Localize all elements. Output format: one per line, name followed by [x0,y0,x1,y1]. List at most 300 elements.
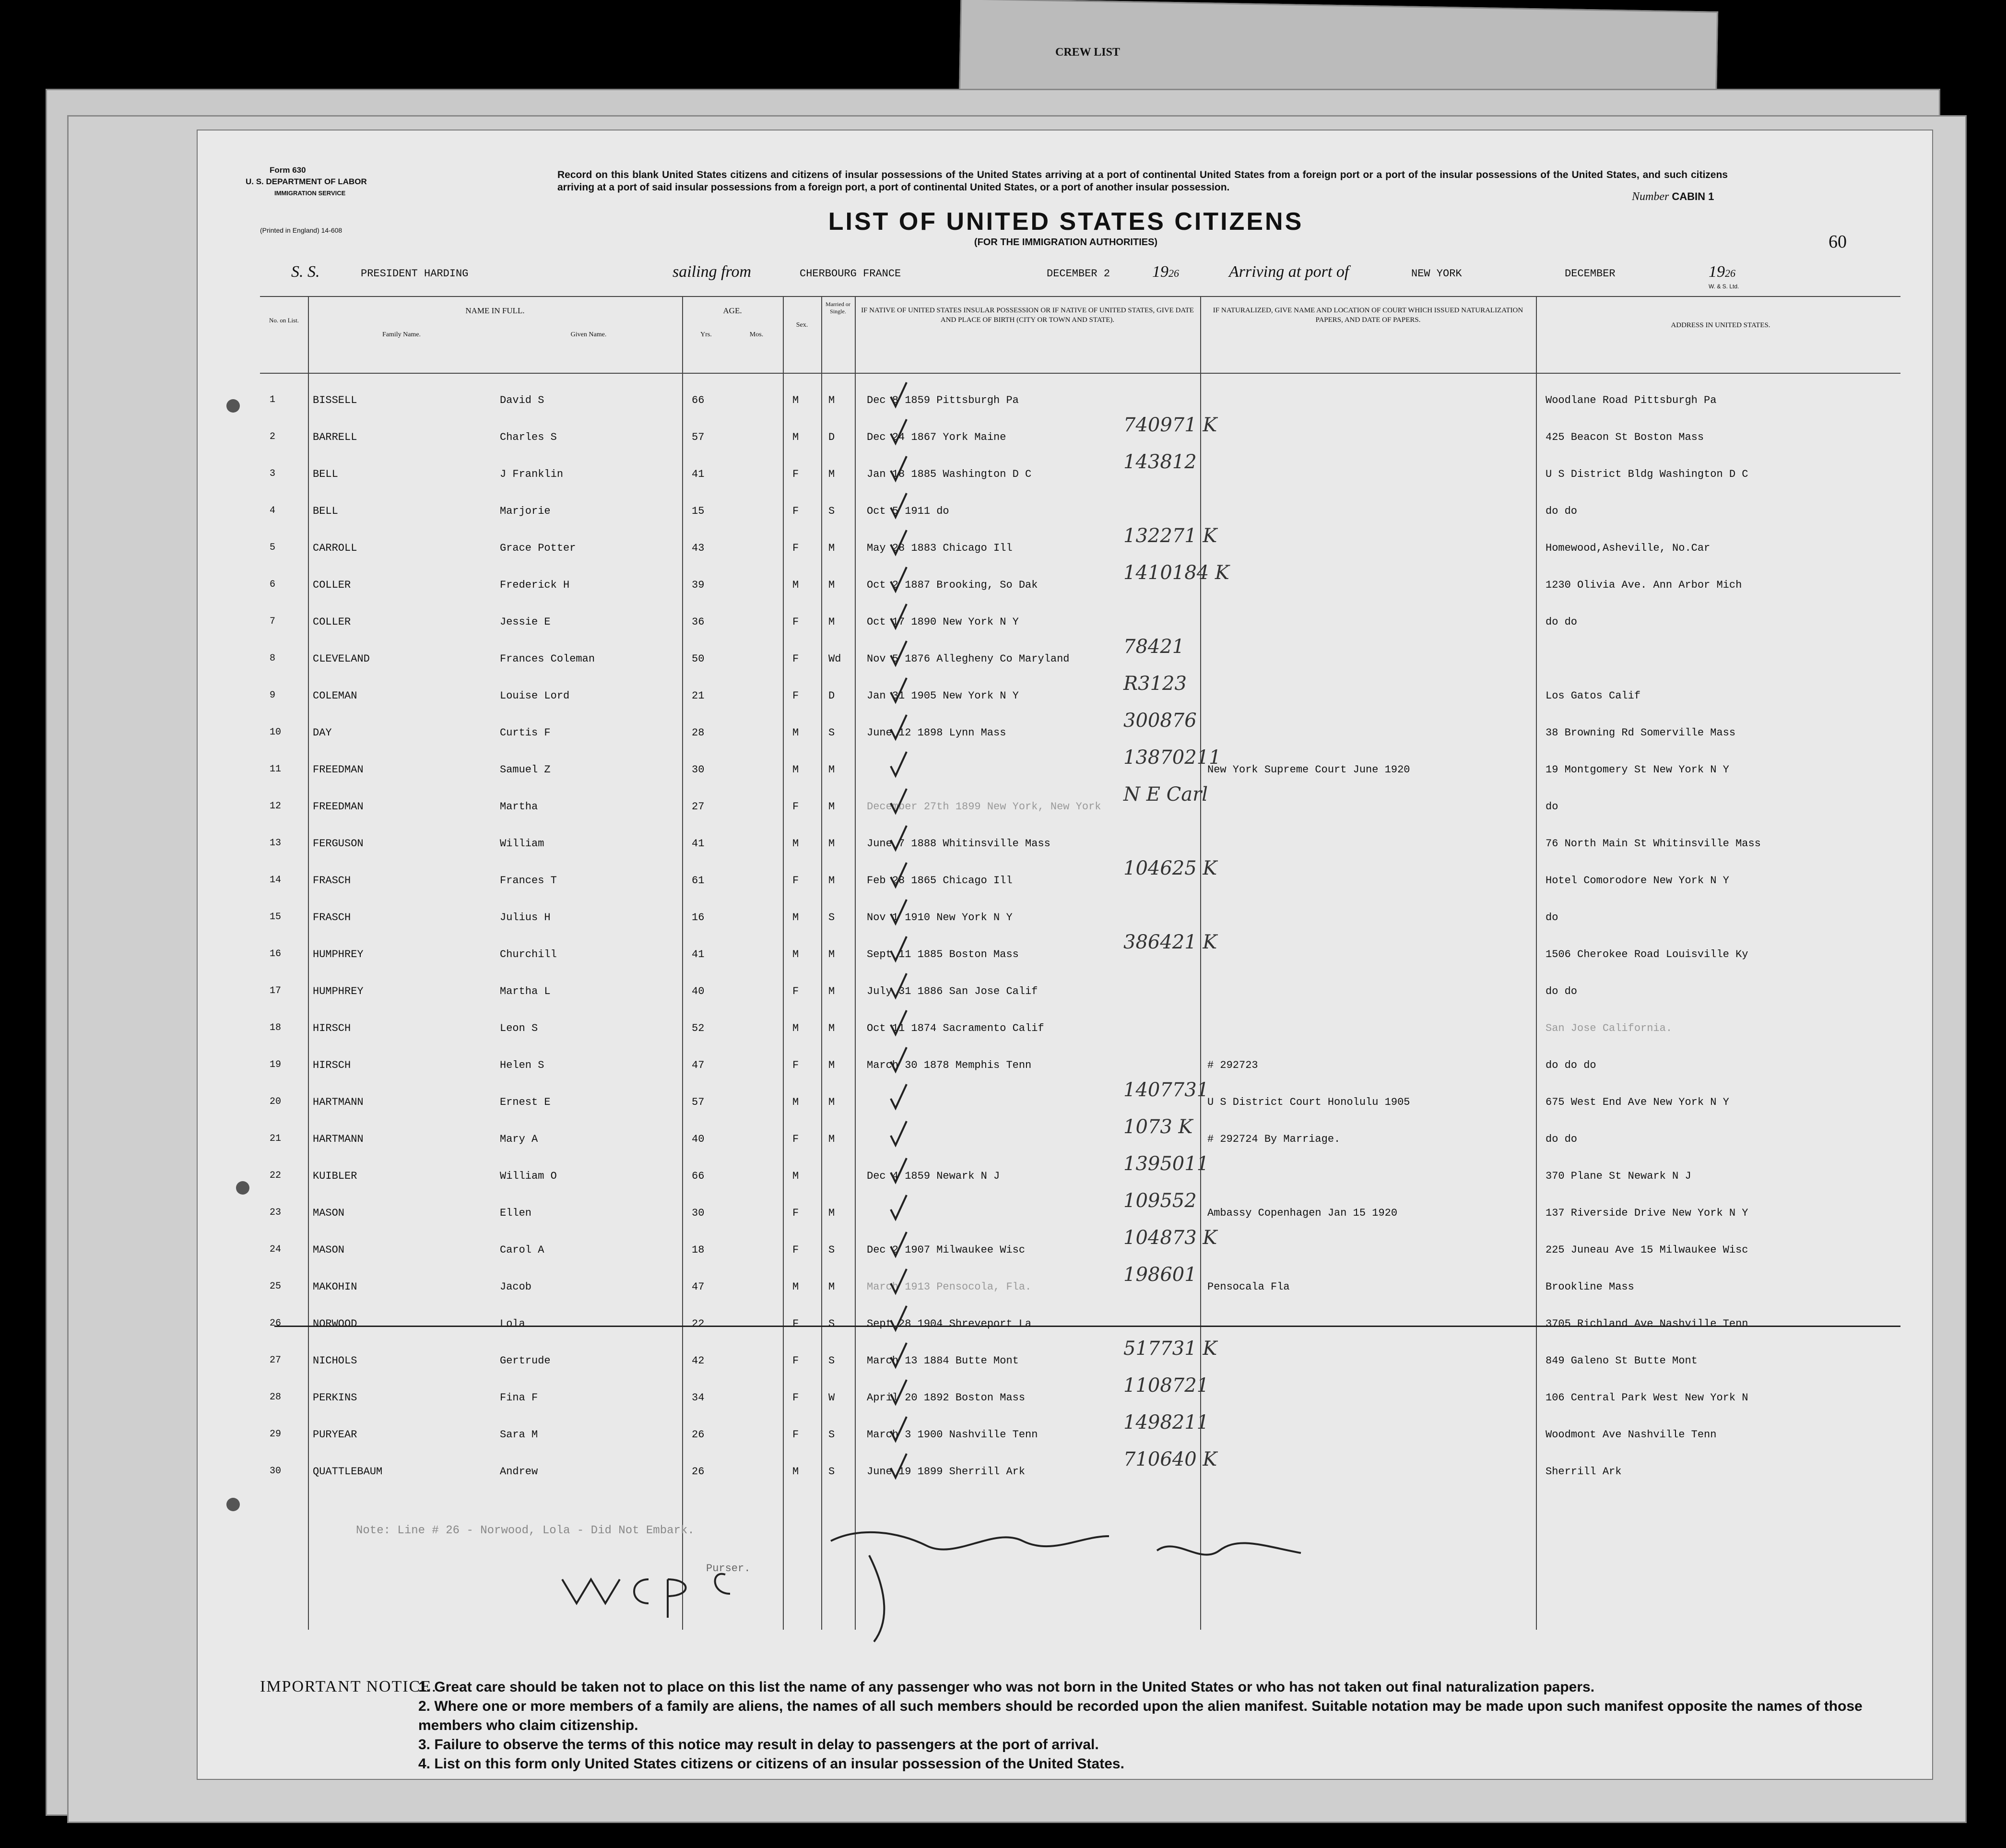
sail-date: DECEMBER 2 [1047,268,1110,280]
cell-nat: Ambassy Copenhagen Jan 15 1920 [1207,1207,1398,1219]
checkmark-icon [888,1082,908,1111]
table-row [260,491,1900,528]
col-sex: Sex. [796,321,808,329]
cell-age: 40 [692,985,705,997]
cell-addr: 370 Plane St Newark N J [1546,1170,1691,1182]
checkmark-icon [888,380,908,409]
list-number: Number CABIN 1 [1632,190,1714,203]
cell-addr: do [1546,912,1558,924]
table-row [260,1340,1900,1378]
ss-label: S. S. [291,263,320,281]
cell-family: MAKOHIN [313,1281,357,1293]
cell-addr: Brookline Mass [1546,1281,1634,1293]
cell-age: 18 [692,1244,705,1256]
table-row [260,1448,1900,1489]
passenger-table [260,296,1900,1649]
cell-ms: M [828,1133,835,1145]
cell-nat: U S District Court Honolulu 1905 [1207,1096,1410,1108]
cell-addr: do [1546,801,1558,813]
cell-family: HIRSCH [313,1059,351,1071]
cell-no: 24 [270,1244,282,1255]
table-row [260,931,1900,971]
cell-age: 66 [692,394,705,406]
cell-addr: 1506 Cherokee Road Louisville Ky [1546,948,1748,960]
cell-sex: F [792,985,799,997]
cell-addr: 225 Juneau Ave 15 Milwaukee Wisc [1546,1244,1748,1256]
notice-item: 1. Great care should be taken not to place on this list the name of any passenger who was not born in the United States or who has not taken out final naturalization papers. [418,1679,1595,1695]
cell-sex: M [792,838,799,850]
cell-addr: U S District Bldg Washington D C [1546,468,1748,480]
department: U. S. DEPARTMENT OF LABOR [246,177,367,186]
cell-ms: M [828,838,835,850]
printer-mark: W. & S. Ltd. [1709,283,1739,290]
checkmark-icon [888,860,908,889]
to-port: NEW YORK [1411,268,1462,280]
handwritten-number: 104873 K [1123,1227,1217,1249]
cell-sex: M [792,1281,799,1293]
cell-no: 29 [270,1429,282,1440]
table-row [260,1045,1900,1082]
table-row [260,1411,1900,1452]
cell-age: 30 [692,764,705,776]
cell-birth: Nov 1 1910 New York N Y [867,912,1013,924]
cell-ms: S [828,505,835,517]
printed-note: (Printed in England) 14-608 [260,226,342,234]
handwritten-number: 109552 [1123,1190,1197,1212]
cell-age: 41 [692,468,705,480]
cell-addr: 425 Beacon St Boston Mass [1546,431,1704,443]
cell-family: BISSELL [313,394,357,406]
manifest-page [197,130,1933,1780]
table-row [260,675,1900,713]
cell-no: 18 [270,1022,282,1033]
cell-birth: Oct 17 1890 New York N Y [867,616,1019,628]
table-row [260,562,1900,602]
cell-no: 25 [270,1281,282,1292]
handwritten-number: 198601 [1123,1264,1197,1286]
notice-item: 4. List on this form only United States citizens or citizens of an insular possession of the United States. [418,1756,1124,1772]
cell-sex: F [792,505,799,517]
cell-ms: D [828,431,835,443]
checkmark-icon [888,1119,908,1148]
cell-sex: F [792,542,799,554]
punch-hole [236,1181,249,1195]
cell-birth: Oct 2 1887 Brooking, So Dak [867,579,1038,591]
checkmark-icon [888,1045,908,1074]
cell-sex: M [792,1022,799,1034]
page-number: 60 [1829,232,1847,252]
checkmark-icon [888,639,908,667]
cell-sex: F [792,616,799,628]
cell-age: 16 [692,912,705,924]
cell-given: Sara M [500,1429,538,1441]
cell-sex: M [792,1466,799,1478]
cell-age: 28 [692,727,705,739]
cell-birth: Oct 11 1874 Sacramento Calif [867,1022,1044,1034]
cell-given: Churchill [500,948,557,960]
cell-age: 26 [692,1429,705,1441]
cell-ms: Wd [828,653,841,665]
cell-given: Carol A [500,1244,544,1256]
cell-age: 21 [692,690,705,702]
cell-sex: M [792,1170,799,1182]
record-instructions: Record on this blank United States citizens and citizens of insular possessions of the United States arriving at a port of continental United States from a foreign port or a port of the insular possessions of the United States, and such citizens arriving at a port of said insular possessions from a foreign port, a port of continental United States, or a port of another insular possession. [557,169,1728,193]
checkmark-icon [888,971,908,1000]
checkmark-icon [888,1008,908,1037]
handwritten-number: 132271 K [1123,525,1217,547]
cell-given: Frances T [500,875,557,887]
handwritten-number: 1498211 [1123,1411,1209,1433]
checkmark-icon [888,528,908,557]
cell-no: 4 [270,505,276,516]
cell-age: 26 [692,1466,705,1478]
punch-hole [226,399,240,413]
cell-ms: M [828,579,835,591]
cell-sex: F [792,1133,799,1145]
cell-given: Grace Potter [500,542,576,554]
cell-sex: F [792,1429,799,1441]
cell-sex: M [792,764,799,776]
cell-birth: Jan 31 1905 New York N Y [867,690,1019,702]
cell-birth: April 20 1892 Boston Mass [867,1392,1026,1404]
checkmark-icon [888,1377,908,1406]
table-row [260,1116,1900,1156]
col-married: Married or Single. [826,301,850,315]
cell-given: Andrew [500,1466,538,1478]
cell-ms: M [828,801,835,813]
cell-birth: Nov 5 1876 Allegheny Co Maryland [867,653,1070,665]
notice-item: 3. Failure to observe the terms of this notice may result in delay to passengers at the port of arrival. [418,1737,1099,1753]
col-given: Given Name. [570,331,607,338]
embark-note: Note: Line # 26 - Norwood, Lola - Did Not Embark. [356,1524,695,1537]
cell-addr: 675 West End Ave New York N Y [1546,1096,1729,1108]
table-row [260,380,1900,417]
cell-age: 47 [692,1059,705,1071]
cell-addr: do do [1546,616,1578,628]
handwritten-number: 1410184 K [1123,562,1229,584]
cell-family: HUMPHREY [313,985,364,997]
cell-family: FREEDMAN [313,764,364,776]
cell-ms: S [828,1466,835,1478]
cell-given: Samuel Z [500,764,551,776]
handwritten-number: 517731 K [1123,1338,1217,1360]
sailing-label: sailing from [673,263,752,281]
cell-ms: M [828,1281,835,1293]
cell-sex: F [792,875,799,887]
cell-addr: Hotel Comorodore New York N Y [1546,875,1729,887]
purser-label: Purser. [706,1563,751,1575]
handwritten-number: N E Carl [1123,783,1208,806]
cell-sex: F [792,1207,799,1219]
cell-family: FRASCH [313,875,351,887]
cell-no: 5 [270,542,276,553]
cell-ms: S [828,1244,835,1256]
cell-ms: M [828,1059,835,1071]
cell-addr: Woodmont Ave Nashville Tenn [1546,1429,1717,1441]
cell-family: NORWOOD [313,1318,357,1330]
cell-family: PERKINS [313,1392,357,1404]
cell-no: 14 [270,875,282,886]
checkmark-icon [888,1156,908,1185]
cell-birth: Dec 2 1907 Milwaukee Wisc [867,1244,1026,1256]
handwritten-number: 1407731 [1123,1079,1209,1101]
checkmark-icon [888,1193,908,1221]
cell-addr: 849 Galeno St Butte Mont [1546,1355,1698,1367]
handwritten-number: 78421 [1123,636,1185,658]
handwritten-number: 710640 K [1123,1448,1217,1470]
cell-addr: do do do [1546,1059,1596,1071]
cell-age: 30 [692,1207,705,1219]
cell-age: 39 [692,579,705,591]
cell-family: FERGUSON [313,838,364,850]
table-row [260,1303,1900,1341]
cell-age: 41 [692,838,705,850]
checkmark-icon [888,897,908,926]
cell-age: 43 [692,542,705,554]
col-family: Family Name. [382,331,421,338]
cell-given: Martha L [500,985,551,997]
cell-birth: March 13 1884 Butte Mont [867,1355,1019,1367]
page-title: LIST OF UNITED STATES CITIZENS [828,208,1304,236]
table-row [260,525,1900,565]
handwritten-number: 300876 [1123,710,1197,732]
cell-family: FREEDMAN [313,801,364,813]
cell-addr: San Jose California. [1546,1022,1673,1034]
cell-family: BARRELL [313,431,357,443]
cell-no: 13 [270,838,282,849]
cell-no: 21 [270,1133,282,1144]
cell-ms: M [828,985,835,997]
clerk-initials [553,1551,773,1647]
cell-nat: # 292723 [1207,1059,1258,1071]
cell-addr: Woodlane Road Pittsburgh Pa [1546,394,1717,406]
cell-addr: 137 Riverside Drive New York N Y [1546,1207,1748,1219]
cell-given: J Franklin [500,468,564,480]
cell-given: Martha [500,801,538,813]
from-port: CHERBOURG FRANCE [800,268,901,280]
table-row [260,636,1900,676]
cell-age: 42 [692,1355,705,1367]
sail-year: 1926 [1152,263,1179,281]
cell-family: HARTMANN [313,1133,364,1145]
table-row [260,1079,1900,1119]
cell-sex: F [792,801,799,813]
cell-ms: S [828,1355,835,1367]
cell-addr: 76 North Main St Whitinsville Mass [1546,838,1761,850]
cell-family: MASON [313,1244,345,1256]
col-naturalized: IF NATURALIZED, GIVE NAME AND LOCATION OF COURT WHICH ISSUED NATURALIZATION PAPERS, AND DATE OF PAPERS. [1213,307,1523,324]
cell-sex: M [792,727,799,739]
cell-sex: M [792,431,799,443]
cell-no: 10 [270,727,282,738]
cell-birth: Jan 18 1885 Washington D C [867,468,1032,480]
cell-age: 61 [692,875,705,887]
cell-sex: F [792,1355,799,1367]
cell-no: 11 [270,764,282,775]
cell-addr: Los Gatos Calif [1546,690,1641,702]
cell-family: HIRSCH [313,1022,351,1034]
cell-sex: F [792,1318,799,1330]
cell-given: Frances Coleman [500,653,595,665]
checkmark-icon [888,417,908,446]
cell-addr: 106 Central Park West New York N [1546,1392,1748,1404]
checkmark-icon [888,934,908,963]
cell-ms: S [828,727,835,739]
cell-no: 9 [270,690,276,701]
handwritten-number: 1108721 [1123,1374,1209,1397]
cell-given: Marjorie [500,505,551,517]
cell-age: 40 [692,1133,705,1145]
col-name: NAME IN FULL. [465,306,525,315]
cell-birth: Dec 8 1859 Pittsburgh Pa [867,394,1019,406]
cell-given: Fina F [500,1392,538,1404]
table-row [260,897,1900,935]
cell-ms: S [828,1318,835,1330]
checkmark-icon [888,1340,908,1369]
cell-sex: F [792,1244,799,1256]
cell-age: 57 [692,431,705,443]
cell-birth: June 12 1898 Lynn Mass [867,727,1006,739]
cell-given: Leon S [500,1022,538,1034]
cell-age: 41 [692,948,705,960]
table-row [260,1264,1900,1304]
handwritten-number: 1073 K [1123,1116,1193,1138]
crew-list-stamp: CREW LIST [1055,46,1120,59]
cell-given: Ernest E [500,1096,551,1108]
cell-no: 8 [270,653,276,664]
table-row [260,1227,1900,1267]
cell-no: 6 [270,579,276,590]
table-row [260,857,1900,898]
strike-line [274,1326,1900,1327]
checkmark-icon [888,602,908,630]
cell-nat: # 292724 By Marriage. [1207,1133,1341,1145]
cell-family: HARTMANN [313,1096,364,1108]
cell-no: 19 [270,1059,282,1070]
signature [821,1507,1541,1651]
cell-given: Ellen [500,1207,532,1219]
cell-ms: M [828,616,835,628]
cell-ms: M [828,764,835,776]
cell-ms: M [828,542,835,554]
cell-given: David S [500,394,544,406]
cell-given: Lola [500,1318,525,1330]
cell-no: 16 [270,948,282,960]
cell-age: 27 [692,801,705,813]
cell-given: Frederick H [500,579,570,591]
cell-sex: M [792,394,799,406]
checkmark-icon [888,1451,908,1480]
cell-no: 26 [270,1318,282,1329]
cell-addr: Sherrill Ark [1546,1466,1622,1478]
cell-addr: 19 Montgomery St New York N Y [1546,764,1729,776]
table-row [260,1374,1900,1415]
cell-family: BELL [313,468,338,480]
handwritten-number: 143812 [1123,451,1197,473]
cell-birth: Sept 11 1885 Boston Mass [867,948,1019,960]
cell-age: 47 [692,1281,705,1293]
cell-addr: 1230 Olivia Ave. Ann Arbor Mich [1546,579,1742,591]
col-birth: IF NATIVE OF UNITED STATES INSULAR POSSESSION OR IF NATIVE OF UNITED STATES, GIVE DATE AND PLACE OF BIRTH (CITY OR TOWN AND STATE). [861,307,1194,324]
checkmark-icon [888,1230,908,1258]
cell-sex: M [792,579,799,591]
handwritten-number: R3123 [1123,673,1187,695]
cell-birth: June 7 1888 Whitinsville Mass [867,838,1050,850]
cell-birth: March 3 1900 Nashville Tenn [867,1429,1038,1441]
table-row [260,783,1900,824]
table-row [260,971,1900,1008]
cell-sex: F [792,690,799,702]
arrive-year: 1926 [1709,263,1735,281]
checkmark-icon [888,454,908,483]
cell-family: FRASCH [313,912,351,924]
cell-family: PURYEAR [313,1429,357,1441]
col-age: AGE. [723,306,742,315]
cell-birth: December 27th 1899 New York, New York [867,801,1101,813]
cell-age: 22 [692,1318,705,1330]
handwritten-number: 104625 K [1123,857,1217,879]
cell-no: 12 [270,801,282,812]
cell-ms: M [828,468,835,480]
cell-age: 36 [692,616,705,628]
cell-no: 23 [270,1207,282,1218]
cell-nat: New York Supreme Court June 1920 [1207,764,1410,776]
cell-addr: do do [1546,1133,1578,1145]
checkmark-icon [888,823,908,852]
cell-birth: May 28 1883 Chicago Ill [867,542,1013,554]
cell-no: 30 [270,1466,282,1477]
cell-sex: F [792,1392,799,1404]
checkmark-icon [888,565,908,593]
cell-given: William [500,838,544,850]
table-row [260,1153,1900,1193]
checkmark-icon [888,1267,908,1295]
cell-sex: M [792,1096,799,1108]
cell-birth: Dec 24 1867 York Maine [867,431,1006,443]
cell-family: BELL [313,505,338,517]
cell-addr: Homewood,Asheville, No.Car [1546,542,1711,554]
cell-given: Mary A [500,1133,538,1145]
cell-ms: M [828,394,835,406]
arriving-label: Arriving at port of [1229,263,1349,281]
cell-birth: March 1913 Pensocola, Fla. [867,1281,1032,1293]
cell-no: 17 [270,985,282,996]
checkmark-icon [888,786,908,815]
cell-given: Helen S [500,1059,544,1071]
table-row [260,414,1900,454]
notice-label: IMPORTANT NOTICE. [260,1678,437,1695]
notice-item: 2. Where one or more members of a family are aliens, the names of all such members should be recorded upon the alien manifest. Suitable notation may be made upon such manifest opposite the names of those members who claim citizenship. [418,1698,1863,1733]
handwritten-number: 13870211 [1123,746,1221,769]
table-row [260,746,1900,787]
cell-no: 7 [270,616,276,627]
cell-family: KUIBLER [313,1170,357,1182]
table-row [260,1190,1900,1230]
table-row [260,823,1900,861]
cell-age: 66 [692,1170,705,1182]
cell-no: 3 [270,468,276,479]
cell-no: 28 [270,1392,282,1403]
cell-age: 15 [692,505,705,517]
cell-addr: 38 Browning Rd Somerville Mass [1546,727,1736,739]
cell-given: Curtis F [500,727,551,739]
cell-family: COLLER [313,579,351,591]
cell-birth: June 19 1899 Sherrill Ark [867,1466,1026,1478]
cell-ms: M [828,1207,835,1219]
cell-sex: F [792,468,799,480]
cell-family: CARROLL [313,542,357,554]
cell-given: Jessie E [500,616,551,628]
